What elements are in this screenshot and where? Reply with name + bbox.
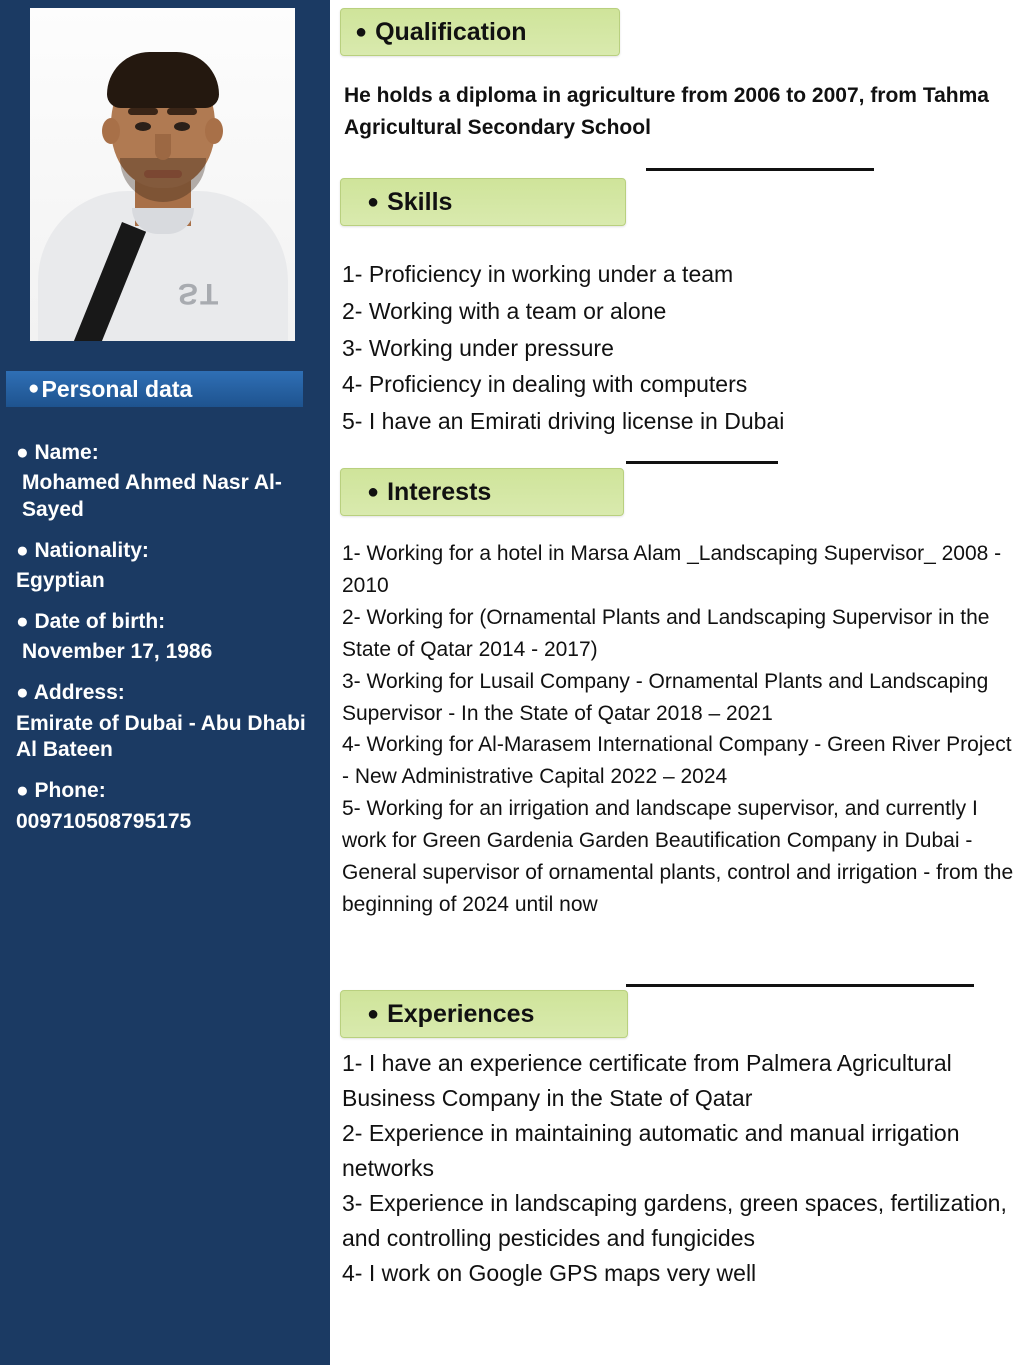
section-tag-interests (340, 468, 624, 516)
qualification-text: He holds a diploma in agriculture from 2006 to 2007, from Tahma Agricultural Secondary School (344, 84, 989, 139)
field-label-address: ● Address: (16, 681, 125, 705)
section-tag-skills (340, 178, 626, 226)
interests-item-3: 3- Working for Lusail Company - Ornamental Plants and Landscaping Supervisor - In the State of Qatar 2018 – 2021 (342, 669, 989, 725)
field-label-date-of-birth: ● Date of birth: (16, 610, 166, 634)
bullet-icon: ● (367, 480, 380, 503)
section-title-skills: Skills (387, 187, 453, 216)
photo-brow-right (167, 108, 197, 115)
experiences-item-2: 2- Experience in maintaining automatic and manual irrigation networks (342, 1119, 960, 1181)
section-tag-experiences (340, 990, 628, 1038)
photo-eye-right (174, 122, 190, 131)
field-label-nationality: ● Nationality: (16, 539, 149, 562)
interests-list (342, 538, 1018, 921)
skills-item-3: 3- Working under pressure (342, 334, 614, 361)
personal-data-heading-label: Personal data (41, 375, 193, 402)
personal-data-heading (6, 371, 303, 407)
section-title-interests: Interests (387, 477, 492, 506)
interests-item-2: 2- Working for (Ornamental Plants and Landscaping Supervisor in the State of Qatar 2014 - 2017) (342, 605, 990, 661)
skills-item-2: 2- Working with a team or alone (342, 297, 667, 324)
photo-hair (107, 52, 219, 108)
field-value-phone: 009710508795175 (16, 809, 192, 833)
interests-item-5: 5- Working for an irrigation and landscape supervisor, and currently I work for Green Gardenia Garden Beautification Company in Dubai - General supervisor of ornamental plants, control and irrigation - from the beginning of 2024 until now (342, 797, 1014, 916)
field-label-name: ● Name: (16, 441, 99, 464)
skills-list (342, 256, 1014, 440)
divider-3 (626, 984, 974, 987)
skills-item-1: 1- Proficiency in working under a team (342, 261, 734, 287)
experiences-item-3: 3- Experience in landscaping gardens, green spaces, fertilization, and controlling pesticides and fungicides (342, 1189, 1007, 1251)
field-label-phone: ● Phone: (16, 779, 106, 803)
bullet-icon: ● (28, 378, 40, 399)
section-title-qualification: Qualification (375, 17, 527, 46)
bullet-icon: ● (367, 190, 380, 213)
bullet-icon: ● (355, 20, 368, 43)
photo-ear-right (205, 118, 223, 144)
photo-nose (155, 134, 171, 160)
field-value-nationality: Egyptian (16, 569, 105, 593)
bullet-icon: ● (367, 1002, 380, 1025)
interests-item-1: 1- Working for a hotel in Marsa Alam _Landscaping Supervisor_ 2008 - 2010 (342, 542, 1002, 597)
divider-2 (626, 461, 778, 464)
interests-item-4: 4- Working for Al-Marasem International Company - Green River Project - New Administrative Capital 2022 – 2024 (342, 733, 1012, 789)
section-title-experiences: Experiences (387, 999, 535, 1028)
section-tag-qualification (340, 8, 620, 56)
experiences-list (342, 1046, 1018, 1291)
skills-item-5: 5- I have an Emirati driving license in Dubai (342, 408, 785, 435)
photo-brow-left (128, 108, 158, 115)
divider-1 (646, 168, 874, 171)
field-value-date-of-birth: November 17, 1986 (22, 640, 213, 664)
photo-ear-left (102, 118, 120, 144)
experiences-item-4: 4- I work on Google GPS maps very well (342, 1259, 757, 1286)
field-value-address: Emirate of Dubai - Abu Dhabi Al Bateen (16, 711, 306, 762)
photo-mouth (144, 170, 182, 178)
field-value-name: Mohamed Ahmed Nasr Al-Sayed (22, 471, 282, 522)
profile-photo (30, 8, 295, 341)
personal-data-list (16, 440, 321, 849)
main-column (330, 0, 1024, 1365)
photo-eye-left (135, 122, 151, 131)
sidebar (0, 0, 330, 1365)
experiences-item-1: 1- I have an experience certificate from Palmera Agricultural Business Company in the State of Qatar (342, 1050, 952, 1111)
skills-item-4: 4- Proficiency in dealing with computers (342, 371, 748, 398)
photo-shirt-text: ST (178, 277, 221, 310)
